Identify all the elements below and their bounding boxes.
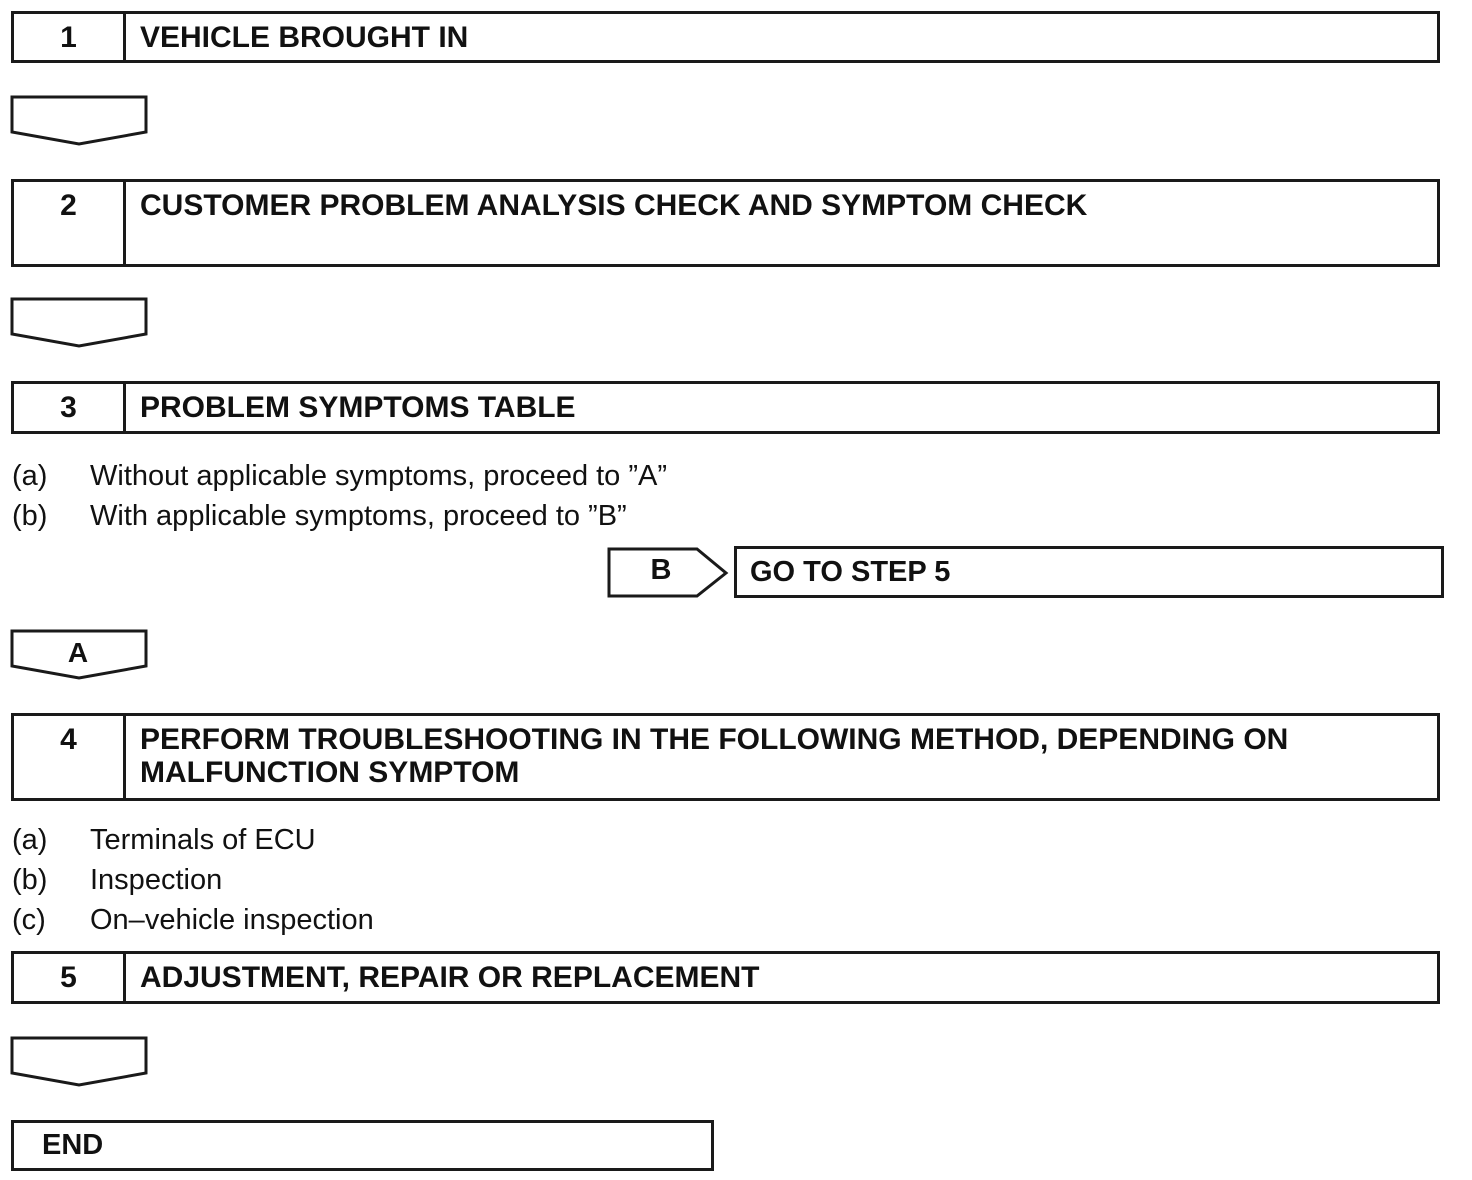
step-number: 1 xyxy=(14,14,126,60)
step-3-box xyxy=(11,381,1440,434)
step-1-box xyxy=(11,11,1440,63)
step-number: 2 xyxy=(14,182,126,264)
goto-step-5-box: GO TO STEP 5 xyxy=(734,546,1444,598)
step-title: PERFORM TROUBLESHOOTING IN THE FOLLOWING METHOD, DEPENDING ON MALFUNCTION SYMPTOM xyxy=(140,723,1289,789)
flow-arrow xyxy=(10,1036,148,1088)
branch-label: B xyxy=(650,554,672,586)
step-title: ADJUSTMENT, REPAIR OR REPLACEMENT xyxy=(140,961,760,994)
flow-arrow xyxy=(10,95,148,147)
step-number: 5 xyxy=(14,954,126,1001)
step-number: 3 xyxy=(14,384,126,431)
step-4-note xyxy=(12,824,316,857)
note-text: With applicable symptoms, proceed to ”B” xyxy=(90,500,627,532)
note-marker: (b) xyxy=(12,864,48,896)
step-4-box xyxy=(11,713,1440,801)
flow-arrow xyxy=(10,297,148,349)
note-text: Without applicable symptoms, proceed to ”A” xyxy=(90,460,668,492)
step-title: PROBLEM SYMPTOMS TABLE xyxy=(140,391,576,424)
step-3-note xyxy=(12,500,627,533)
step-3-note xyxy=(12,460,667,493)
note-text: On–vehicle inspection xyxy=(90,904,374,936)
branch-label: A xyxy=(67,637,89,668)
note-text: Terminals of ECU xyxy=(90,824,316,856)
step-5-box xyxy=(11,951,1440,1004)
note-text: Inspection xyxy=(90,864,223,896)
step-title: VEHICLE BROUGHT IN xyxy=(140,21,469,54)
note-marker: (b) xyxy=(12,500,48,532)
step-title: CUSTOMER PROBLEM ANALYSIS CHECK AND SYMPTOM CHECK xyxy=(140,189,1088,222)
step-4-note xyxy=(12,864,222,897)
note-marker: (a) xyxy=(12,824,48,856)
step-2-box xyxy=(11,179,1440,267)
end-box: END xyxy=(11,1120,714,1171)
branch-b-arrow xyxy=(607,547,729,598)
note-marker: (c) xyxy=(12,904,46,936)
step-number: 4 xyxy=(14,716,126,798)
step-4-note xyxy=(12,904,374,937)
flow-arrow-a xyxy=(10,629,148,681)
note-marker: (a) xyxy=(12,460,48,492)
